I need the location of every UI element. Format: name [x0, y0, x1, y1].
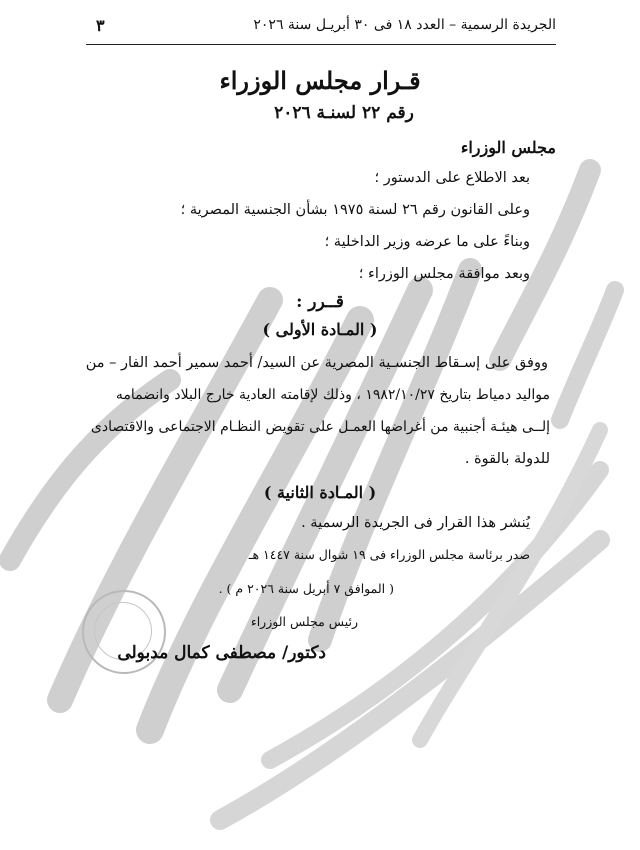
article-2-text: يُنشر هذا القرار فى الجريدة الرسمية . [301, 515, 530, 531]
decided-heading: قــرر : [296, 292, 344, 312]
preamble-line: وعلى القانون رقم ٢٦ لسنة ١٩٧٥ بشأن الجنسية المصرية ؛ [180, 202, 530, 218]
signatory-name: دكتور/ مصطفى كمال مدبولى [117, 643, 326, 663]
gregorian-date: ( الموافق ٧ أبريل سنة ٢٠٢٦ م ) . [218, 581, 394, 596]
issued-at: صدر برئاسة مجلس الوزراء فى ١٩ شوال سنة ١٤٤٧ هـ [248, 547, 530, 562]
preamble-line: بعد الاطلاع على الدستور ؛ [374, 170, 530, 186]
page-header [86, 14, 556, 45]
preamble-line: وبعد موافقة مجلس الوزراء ؛ [358, 266, 530, 282]
running-title: الجريدة الرسمية – العدد ١٨ فى ٣٠ أبريـل سنة ٢٠٢٦ [253, 17, 556, 33]
article-2-heading: ( المـادة الثانية ) [263, 483, 377, 502]
page-number: ٣ [96, 16, 105, 35]
preamble-line: وبناءً على ما عرضه وزير الداخلية ؛ [324, 234, 530, 250]
signatory-title: رئيس مجلس الوزراء [250, 614, 358, 629]
article-1-line: ووفق على إسـقاط الجنسـية المصرية عن السيد/ أحمد سمير أحمد الفار – من [85, 355, 548, 371]
decree-number: رقم ٢٢ لسنـة ٢٠٢٦ [274, 103, 414, 123]
issuer-heading: مجلس الوزراء [460, 138, 556, 157]
article-1-line: مواليد دمياط بتاريخ ١٩٨٢/١٠/٢٧ ، وذلك لإقامته العادية خارج البلاد وانضمامه [115, 387, 550, 403]
article-1-line: إلــى هيئـة أجنبية من أغراضها العمـل على تقويض النظـام الاجتماعى والاقتصادى [90, 419, 550, 435]
article-1-heading: ( المـادة الأولى ) [262, 320, 378, 339]
decree-title: قـرار مجلس الوزراء [219, 66, 421, 95]
article-1-line: للدولة بالقوة . [464, 451, 550, 467]
